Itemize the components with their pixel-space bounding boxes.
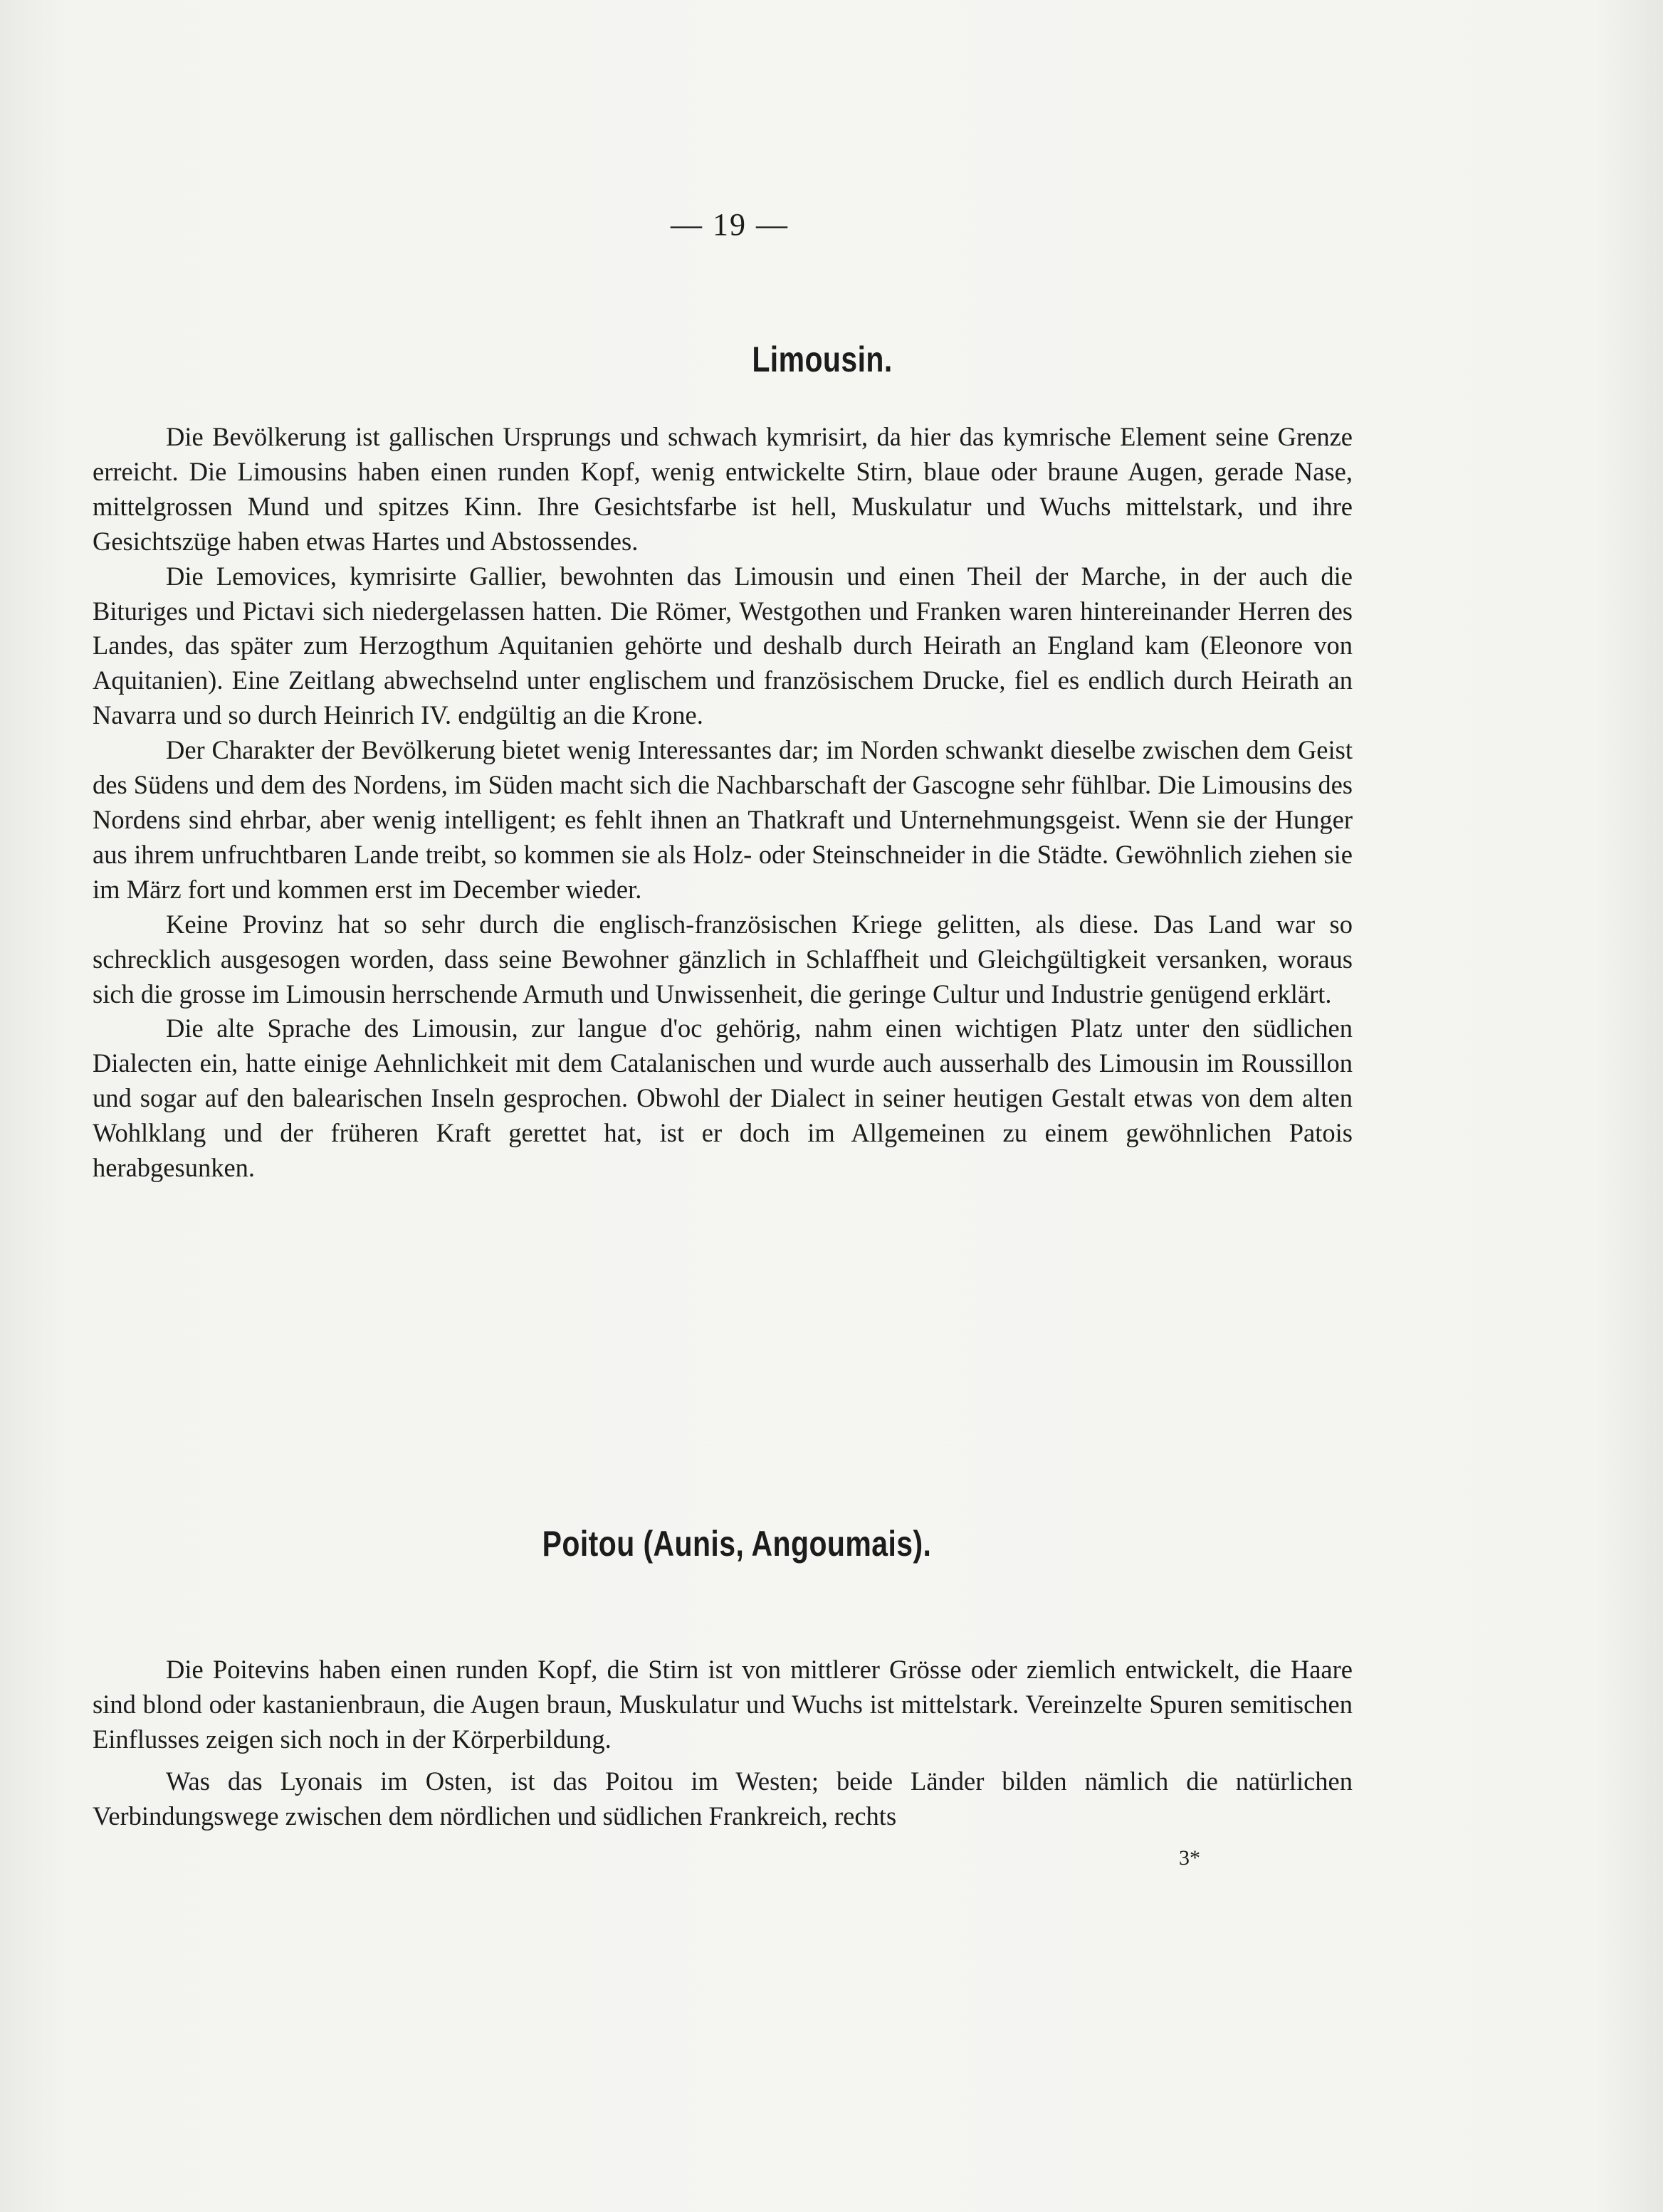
paragraph: Die Bevölkerung ist gallischen Ursprungs und schwach kymrisirt, da hier das kymrische Element seine Grenze erreicht. Die Limousins haben einen runden Kopf, wenig entwickelte Stirn, blaue oder braune Augen, gerade Nase, mittelgrossen Mund und spitzes Kinn. Ihre Gesichtsfarbe ist hell, Muskulatur und Wuchs mittelstark, und ihre Gesichtszüge haben etwas Hartes und Abstossendes.: [93, 422, 1353, 556]
paragraph: Der Charakter der Bevölkerung bietet wenig Interessantes dar; im Norden schwankt dieselbe zwischen dem Geist des Südens und dem des Nordens, im Süden macht sich die Nachbarschaft der Gascogne sehr fühlbar. Die Limousins des Nordens sind ehrbar, aber wenig intelligent; es fehlt ihnen an Thatkraft und Unternehmungsgeist. Wenn sie der Hunger aus ihrem unfruchtbaren Lande treibt, so kommen sie als Holz- oder Steinschneider in die Städte. Gewöhnlich ziehen sie im März fort und kommen erst im December wieder.: [93, 735, 1353, 904]
printer-signature-mark: 3*: [1179, 1846, 1200, 1870]
section-body-limousin: [93, 420, 1353, 1186]
paragraph: Die alte Sprache des Limousin, zur langue d'oc gehörig, nahm einen wichtigen Platz unter den südlichen Dialecten ein, hatte einige Aehnlichkeit mit dem Catalanischen und wurde auch ausserhalb des Limousin im Roussillon und sogar auf den balearischen Inseln gesprochen. Obwohl der Dialect in seiner heutigen Gestalt etwas von dem alten Wohlklang und der früheren Kraft gerettet hat, ist er doch im Allgemeinen zu einem gewöhnlichen Patois herabgesunken.: [93, 1013, 1353, 1183]
paragraph: Die Poitevins haben einen runden Kopf, die Stirn ist von mittlerer Grösse oder ziemlich entwickelt, die Haare sind blond oder kastanienbraun, die Augen braun, Muskulatur und Wuchs ist mittelstark. Vereinzelte Spuren semitischen Einflusses zeigen sich noch in der Körperbildung.: [93, 1655, 1353, 1754]
paragraph: Was das Lyonais im Osten, ist das Poitou im Westen; beide Länder bilden nämlich die natürlichen Verbindungswege zwischen dem nördlichen und südlichen Frankreich, rechts: [93, 1766, 1353, 1831]
section-limousin: [93, 339, 1353, 1186]
page-number: — 19 —: [671, 207, 789, 242]
paragraph: Die Lemovices, kymrisirte Gallier, bewohnten das Limousin und einen Theil der Marche, in der auch die Bituriges und Pictavi sich niedergelassen hatten. Die Römer, Westgothen und Franken waren hintereinander Herren des Landes, das später zum Herzogthum Aquitanien gehörte und deshalb durch Heirath an England kam (Eleonore von Aquitanien). Eine Zeitlang abwechselnd unter englischem und französischem Drucke, fiel es endlich durch Heirath an Navarra und so durch Heinrich IV. endgültig an die Krone.: [93, 561, 1353, 730]
section-heading-limousin: Limousin.: [752, 339, 893, 379]
paragraph: Keine Provinz hat so sehr durch die englisch-französischen Kriege gelitten, als diese. Das Land war so schrecklich ausgesogen worden, dass seine Bewohner gänzlich in Schlaffheit und Gleichgültigkeit versanken, woraus sich die grosse im Limousin herrschende Armuth und Unwissenheit, die geringe Cultur und Industrie genügend erklärt.: [93, 909, 1353, 1008]
section-poitou: [93, 1523, 1353, 1834]
section-body-poitou: [93, 1653, 1353, 1834]
section-heading-poitou: Poitou (Aunis, Angoumais).: [542, 1524, 932, 1564]
